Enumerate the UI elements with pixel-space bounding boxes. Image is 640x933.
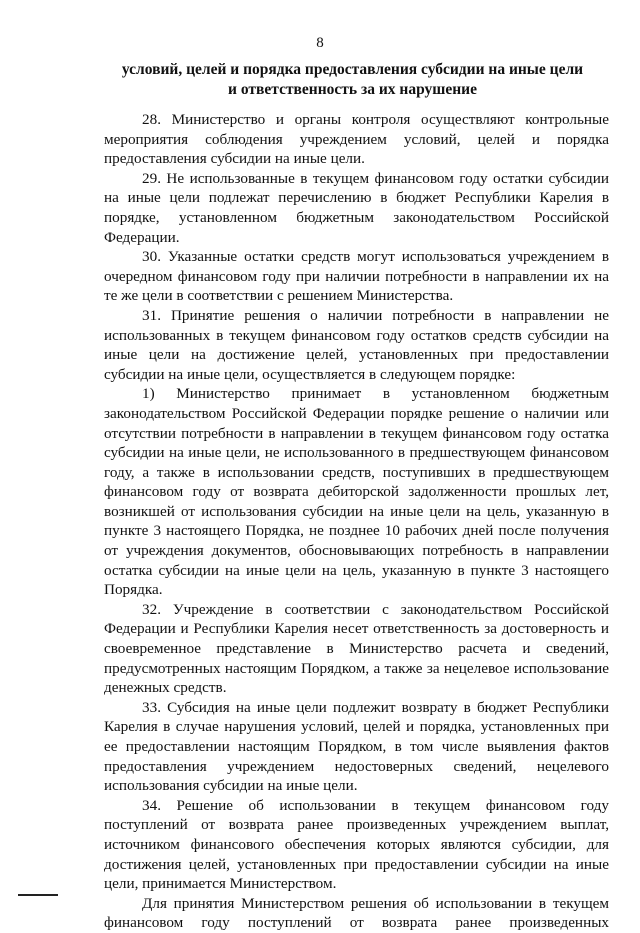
paragraph-31-item-1: 1) Министерство принимает в установленном бюджетным законодательством Российской Федерации порядке решение о наличии или отсутствии потребности в направлении в текущем финансовом году остатка субсидии на иные цели, не использованного в предшествующем финансовом году, а также в использовании средств, поступивших в предшествующем финансовом году от возврата дебиторской задолженности прошлых лет, возникшей от использования субсидии на иные цели на цель, указанную в пункте 3 настоящего Порядка, не позднее 10 рабочих дней после получения от учреждения документов, обосновывающих потребность в направлении остатка субсидии на иные цели на цель, указанную в пункте 3 настоящего Порядка. [104,385,609,599]
paragraph-34: 34. Решение об использовании в текущем финансовом году поступлений от возврата ранее произведенных учреждением выплат, источником финансового обеспечения которых являются субсидии, для достижения целей, установленных при предоставлении субсидии на иные цели, принимается Министерством. [104,796,609,893]
section-heading-line-1: условий, целей и порядка предоставления субсидии на иные цели [121,61,584,78]
paragraph-33: 33. Субсидия на иные цели подлежит возврату в бюджет Республики Карелия в случае нарушения условий, целей и порядка, установленных при ее предоставлении настоящим Порядком, в том числе выявления фактов предоставления учреждением недостоверных сведений, нецелевого использования субсидии на иные цели. [104,698,609,795]
paragraph-30: 30. Указанные остатки средств могут использоваться учреждением в очередном финансовом году при наличии потребности в направлении их на те же цели в соответствии с решением Министерства. [104,248,609,305]
section-heading [100,60,605,100]
document-body [104,110,609,933]
footer-rule [18,894,58,896]
paragraph-28: 28. Министерство и органы контроля осуществляют контрольные мероприятия соблюдения учреждением условий, целей и порядка предоставления субсидии на иные цели. [104,111,609,168]
paragraph-31: 31. Принятие решения о наличии потребности в направлении не использованных в текущем финансовом году остатков средств субсидии на иные цели на достижение целей, установленных при предоставлении субсидии на иные цели, осуществляется в следующем порядке: [104,306,609,383]
paragraph-34-continuation: Для принятия Министерством решения об использовании в текущем финансовом году поступлений от возврата ранее произведенных [104,894,609,932]
paragraph-29: 29. Не использованные в текущем финансовом году остатки субсидии на иные цели подлежат перечислению в бюджет Республики Карелия в порядке, установленном бюджетным законодательством Российской Федерации. [104,169,609,246]
page-number: 8 [316,35,324,51]
paragraph-32: 32. Учреждение в соответствии с законодательством Российской Федерации и Республики Карелия несет ответственность за достоверность и своевременное представление в Министерство расчета и сведений, предусмотренных настоящим Порядком, а также за нецелевое использование денежных средств. [104,600,609,697]
section-heading-line-2: и ответственность за их нарушение [228,81,477,98]
